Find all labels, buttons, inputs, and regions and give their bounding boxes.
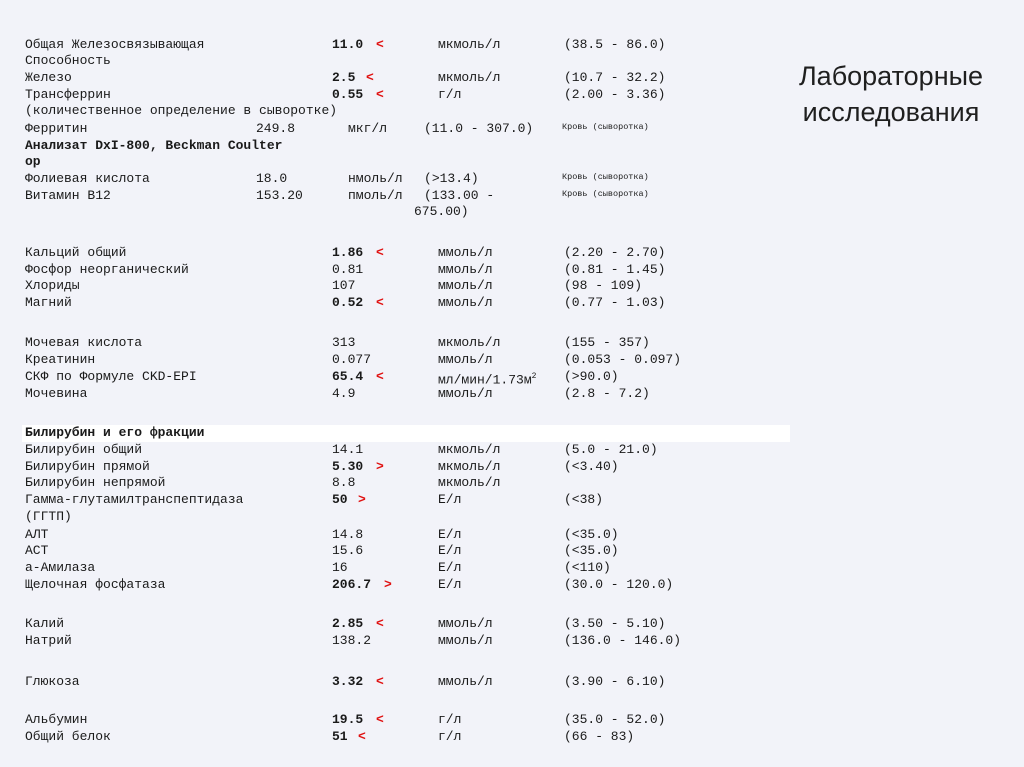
row-ref: (0.81 - 1.45) — [564, 262, 666, 277]
row-ref: (136.0 - 146.0) — [564, 633, 682, 648]
row-flag: > — [358, 492, 366, 507]
slide-title-line-2: исследования — [802, 97, 980, 127]
row-value: 206.7 — [332, 577, 372, 592]
row-unit: ммоль/л — [438, 295, 493, 310]
row-value: 313 — [332, 335, 356, 350]
row-value: 138.2 — [332, 633, 372, 648]
row-unit: ммоль/л — [438, 278, 493, 293]
row-label: Натрий — [25, 633, 72, 648]
row-value: 2.85 — [332, 616, 364, 631]
row-unit: ммоль/л — [438, 386, 493, 401]
row-unit: Е/л — [438, 492, 462, 507]
row-value: 0.55 — [332, 87, 364, 102]
row-label: Билирубин прямой — [25, 459, 150, 474]
ferritin-value: 249.8 — [256, 121, 296, 136]
row-label: Общая Железосвязывающая — [25, 37, 205, 52]
row-value: 1.86 — [332, 245, 364, 260]
row-value: 4.9 — [332, 386, 356, 401]
analyzer-line-2: ор — [25, 154, 41, 169]
slide-title — [776, 58, 1006, 130]
analyzer-line-1: Анализат DxI-800, Beckman Coulter — [25, 138, 283, 153]
row-flag: < — [376, 295, 384, 310]
row-ref: (2.8 - 7.2) — [564, 386, 650, 401]
row-ref: (2.20 - 2.70) — [564, 245, 666, 260]
row-value: 14.8 — [332, 527, 364, 542]
row-ref: (35.0 - 52.0) — [564, 712, 666, 727]
ferritin-note: Кровь (сыворотка) — [562, 122, 649, 132]
row-unit: мкмоль/л — [438, 442, 501, 457]
row-label: Билирубин непрямой — [25, 475, 166, 490]
row-label: АСТ — [25, 543, 49, 558]
row-ref: (<35.0) — [564, 543, 619, 558]
row-unit: ммоль/л — [438, 616, 493, 631]
row-unit-text: мл/мин/1.73м — [438, 372, 532, 388]
row-ref: (0.053 - 0.097) — [564, 352, 682, 367]
row-flag: < — [376, 369, 384, 384]
b12-ref-cont: 675.00) — [414, 204, 469, 219]
row-value: 0.077 — [332, 352, 372, 367]
row-ref: (155 - 357) — [564, 335, 650, 350]
glucose-value: 3.32 — [332, 674, 364, 689]
glucose-flag: < — [376, 674, 384, 689]
folate-ref — [424, 171, 479, 187]
row-flag: < — [366, 70, 374, 85]
row-value: 107 — [332, 278, 356, 293]
folate-value: 18.0 — [256, 171, 288, 186]
ferritin-unit: мкг/л — [348, 121, 388, 136]
row-unit: ммоль/л — [438, 633, 493, 648]
row-label-cont: Способность — [25, 53, 111, 68]
row-unit: мкмоль/л — [438, 475, 501, 490]
row-label-cont: (ГГТП) — [25, 509, 72, 524]
row-flag: > — [384, 577, 392, 592]
row-ref: (3.50 - 5.10) — [564, 616, 666, 631]
row-unit: г/л — [438, 729, 462, 744]
row-label: а-Амилаза — [25, 560, 96, 575]
row-ref: (<38) — [564, 492, 604, 507]
row-flag: < — [358, 729, 366, 744]
b12-ref: (133.00 - — [424, 188, 495, 203]
row-value: 14.1 — [332, 442, 364, 457]
row-ref: (<35.0) — [564, 527, 619, 542]
row-unit: Е/л — [438, 577, 462, 592]
row-flag: < — [376, 616, 384, 631]
row-label: Мочевина — [25, 386, 88, 401]
row-value: 5.30 — [332, 459, 364, 474]
b12-unit: пмоль/л — [348, 188, 403, 203]
row-ref: (>90.0) — [564, 369, 619, 384]
row-ref: (5.0 - 21.0) — [564, 442, 658, 457]
row-label: АЛТ — [25, 527, 49, 542]
row-value: 16 — [332, 560, 348, 575]
ferritin-ref: (11.0 - 307.0) — [424, 121, 534, 136]
row-unit: Е/л — [438, 560, 462, 575]
row-ref: (<3.40) — [564, 459, 619, 474]
row-ref: (30.0 - 120.0) — [564, 577, 674, 592]
row-label: Железо — [25, 70, 72, 85]
glucose-ref: (3.90 - 6.10) — [564, 674, 666, 689]
row-label: Калий — [25, 616, 65, 631]
row-label: Альбумин — [25, 712, 88, 727]
row-label: Трансферрин — [25, 87, 111, 102]
row-unit: ммоль/л — [438, 245, 493, 260]
row-ref: (10.7 - 32.2) — [564, 70, 666, 85]
ferritin-label: Ферритин — [25, 121, 88, 136]
row-flag: < — [376, 245, 384, 260]
row-value: 2.5 — [332, 70, 356, 85]
row-flag: < — [376, 37, 384, 52]
b12-label: Витамин B12 — [25, 188, 111, 203]
b12-value: 153.20 — [256, 188, 303, 203]
folate-note: Кровь (сыворотка) — [562, 172, 649, 182]
row-value: 51 — [332, 729, 348, 744]
row-ref: (38.5 - 86.0) — [564, 37, 666, 52]
row-value: 0.81 — [332, 262, 364, 277]
row-label: Щелочная фосфатаза — [25, 577, 166, 592]
row-flag: < — [376, 712, 384, 727]
row-unit: ммоль/л — [438, 262, 493, 277]
folate-ref-open: ( — [424, 171, 432, 186]
row-label: Билирубин общий — [25, 442, 143, 457]
row-label-cont: (количественное определение в сыворотке) — [25, 103, 338, 118]
b12-note: Кровь (сыворотка) — [562, 189, 649, 199]
row-value: 0.52 — [332, 295, 364, 310]
row-label: Магний — [25, 295, 72, 310]
section-header-bilirubin: Билирубин и его фракции — [25, 425, 205, 440]
row-unit: мкмоль/л — [438, 459, 501, 474]
row-unit: Е/л — [438, 527, 462, 542]
row-ref: (2.00 - 3.36) — [564, 87, 666, 102]
row-flag: < — [376, 87, 384, 102]
row-label: СКФ по Формуле CKD-EPI — [25, 369, 197, 384]
row-label: Креатинин — [25, 352, 96, 367]
glucose-label: Глюкоза — [25, 674, 80, 689]
row-value: 65.4 — [332, 369, 364, 384]
row-label: Кальций общий — [25, 245, 127, 260]
row-label: Мочевая кислота — [25, 335, 143, 350]
row-ref: (<110) — [564, 560, 611, 575]
row-unit: г/л — [438, 712, 462, 727]
folate-label: Фолиевая кислота — [25, 171, 150, 186]
row-value: 15.6 — [332, 543, 364, 558]
folate-ref-value: >13.4) — [431, 171, 479, 186]
row-unit: мкмоль/л — [438, 335, 501, 350]
folate-unit: нмоль/л — [348, 171, 403, 186]
row-label: Общий белок — [25, 729, 111, 744]
row-unit: г/л — [438, 87, 462, 102]
row-unit: Е/л — [438, 543, 462, 558]
row-value: 11.0 — [332, 37, 364, 52]
row-ref: (0.77 - 1.03) — [564, 295, 666, 310]
slide-title-line-1: Лабораторные — [798, 61, 984, 91]
row-value: 19.5 — [332, 712, 364, 727]
row-unit: ммоль/л — [438, 352, 493, 367]
row-unit-sup: 2 — [531, 372, 537, 381]
glucose-unit: ммоль/л — [438, 674, 493, 689]
row-label: Фосфор неорганический — [25, 262, 189, 277]
row-flag: > — [376, 459, 384, 474]
row-ref: (98 - 109) — [564, 278, 643, 293]
row-value: 50 — [332, 492, 348, 507]
row-unit: мкмоль/л — [438, 37, 501, 52]
row-ref: (66 - 83) — [564, 729, 635, 744]
row-label: Хлориды — [25, 278, 80, 293]
row-unit: мкмоль/л — [438, 70, 501, 85]
row-label: Гамма-глутамилтранспептидаза — [25, 492, 244, 507]
row-value: 8.8 — [332, 475, 356, 490]
